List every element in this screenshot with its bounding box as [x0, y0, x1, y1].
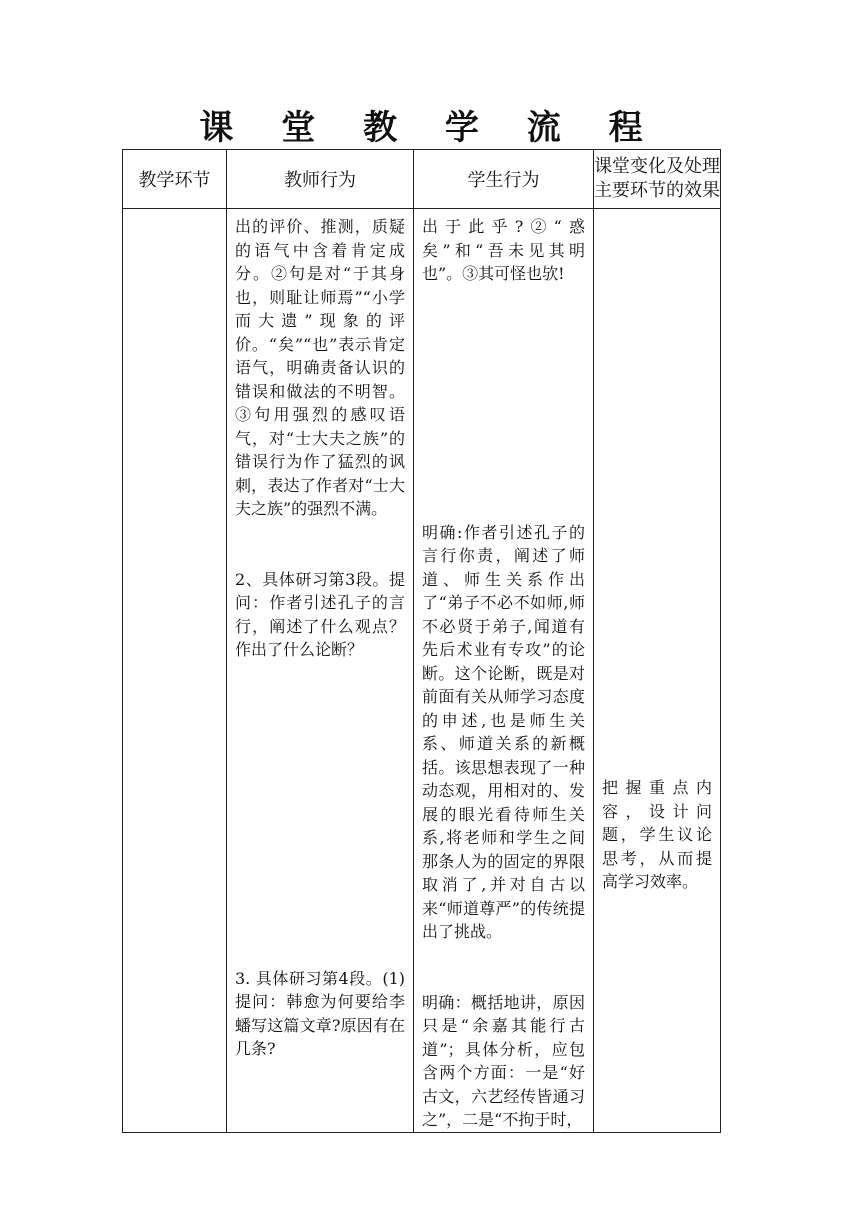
header-effect — [594, 150, 721, 209]
effect-text: 把握重点内容，设计问题，学生议论思考，从而提高学习效率。 — [602, 778, 712, 891]
page-title: 课 堂 教 学 流 程 — [199, 108, 661, 148]
teaching-flow-table — [122, 149, 721, 1133]
student-cell — [414, 209, 594, 1133]
student-paragraph-3: 明确：概括地讲，原因只是“余嘉其能行古道”；具体分析，应包含两个方面：一是“好古文，六艺经传皆通习之”，二是“不拘于时， — [422, 992, 585, 1129]
teacher-paragraph-3: 3. 具体研习第4段。(1)提问：韩愈为何要给李蟠写这篇文章?原因有在几条? — [235, 968, 405, 1058]
effect-cell — [594, 209, 721, 1133]
teacher-paragraph-1: 出的评价、推测，质疑的语气中含着肯定成分。②句是对“于其身也，则耻让师焉”“小学而大遗”现象的评价。“矣”“也”表示肯定语气，明确责备认识的错误和做法的不明智。③句用强烈的感叹语气，对“士大夫之族”的错误行为作了猛烈的讽刺，表达了作者对“士大夫之族”的强烈不满。 — [235, 217, 405, 518]
teacher-cell — [227, 209, 414, 1133]
header-effect-text: 课堂变化及处理主要环节的效果 — [594, 156, 720, 201]
stage-cell — [123, 209, 227, 1133]
header-teacher: 教师行为 — [227, 150, 414, 209]
teacher-paragraph-2: 2、具体研习第3段。提问：作者引述孔子的言行，阐述了什么观点？作出了什么论断？ — [235, 569, 405, 659]
student-paragraph-2: 明确:作者引述孔子的言行你责，阐述了师道、师生关系作出了“弟子不必不如师,师不必贤于弟子,闻道有先后术业有专攻”的论断。这个论断，既是对前面有关从师学习态度的申述,也是师生关系、师道关系的新概括。该思想表现了一种动态观，用相对的、发展的眼光看待师生关系,将老师和学生之间那条人为的固定的界限取消了,并对自古以来“师道尊严”的传统提出了挑战。 — [422, 522, 585, 941]
table-row — [123, 209, 721, 1133]
student-paragraph-1: 出于此乎?②“惑矣”和“吾未见其明也”。③其可怪也欤! — [422, 217, 585, 283]
table-header-row — [123, 150, 721, 209]
header-stage: 教学环节 — [123, 150, 227, 209]
header-student: 学生行为 — [414, 150, 594, 209]
